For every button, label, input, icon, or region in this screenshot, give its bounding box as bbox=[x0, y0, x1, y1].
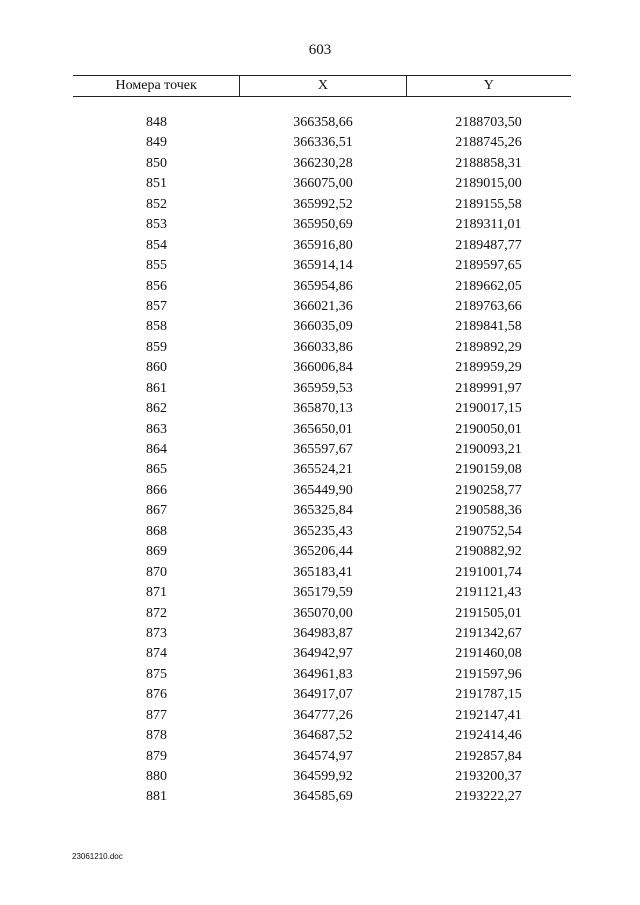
point-number-cell: 864 bbox=[146, 442, 167, 457]
table-row bbox=[73, 706, 571, 726]
y-coordinate-cell: 2191597,96 bbox=[455, 666, 522, 682]
x-coordinate-cell: 366075,00 bbox=[293, 176, 353, 192]
table-row bbox=[73, 685, 571, 705]
point-number-cell: 881 bbox=[146, 789, 167, 805]
x-coordinate-cell: 366336,51 bbox=[293, 135, 353, 151]
y-coordinate-cell: 2189959,29 bbox=[455, 360, 522, 376]
x-coordinate-cell: 365950,69 bbox=[293, 217, 353, 233]
point-number-cell: 851 bbox=[146, 176, 167, 192]
table-row bbox=[73, 767, 571, 787]
point-number-cell: 876 bbox=[146, 687, 167, 703]
table-row bbox=[73, 787, 571, 807]
x-coordinate-cell: 364585,69 bbox=[293, 789, 353, 805]
table-row bbox=[73, 277, 571, 297]
y-coordinate-cell: 2190752,54 bbox=[455, 523, 522, 539]
page-number: 603 bbox=[308, 42, 332, 58]
table-row bbox=[73, 542, 571, 562]
y-coordinate-cell: 2190017,15 bbox=[455, 401, 522, 417]
x-coordinate-cell: 365954,86 bbox=[293, 278, 353, 294]
table-row bbox=[73, 317, 571, 337]
x-coordinate-cell: 365870,13 bbox=[293, 401, 353, 417]
y-coordinate-cell: 2192414,46 bbox=[455, 728, 522, 744]
point-number-cell: 856 bbox=[146, 278, 167, 294]
table-row bbox=[73, 481, 571, 501]
table-row bbox=[73, 256, 571, 276]
y-coordinate-cell: 2189991,97 bbox=[455, 380, 522, 396]
header-point-number: Номера точек bbox=[115, 78, 197, 93]
y-coordinate-cell: 2188745,26 bbox=[455, 135, 522, 151]
y-coordinate-cell: 2190050,01 bbox=[455, 421, 522, 437]
table-row bbox=[73, 644, 571, 664]
x-coordinate-cell: 365992,52 bbox=[293, 196, 353, 212]
y-coordinate-cell: 2191342,67 bbox=[455, 625, 522, 641]
table-row bbox=[73, 379, 571, 399]
point-number-cell: 861 bbox=[146, 380, 167, 396]
table-row bbox=[73, 133, 571, 153]
point-number-cell: 874 bbox=[146, 646, 167, 662]
x-coordinate-cell: 366035,09 bbox=[293, 319, 353, 335]
table-row bbox=[73, 420, 571, 440]
table-row bbox=[73, 501, 571, 521]
x-coordinate-cell: 365179,59 bbox=[293, 585, 353, 601]
header-x: X bbox=[239, 76, 405, 96]
x-coordinate-cell: 365650,01 bbox=[293, 421, 353, 437]
y-coordinate-cell: 2189311,01 bbox=[455, 217, 522, 233]
x-coordinate-cell: 365183,41 bbox=[293, 564, 353, 580]
x-coordinate-cell: 365206,44 bbox=[293, 544, 353, 560]
y-coordinate-cell: 2191001,74 bbox=[455, 564, 522, 580]
point-number-cell: 880 bbox=[146, 769, 167, 784]
y-coordinate-cell: 2190588,36 bbox=[455, 503, 522, 519]
table-row bbox=[73, 174, 571, 194]
point-number-cell: 853 bbox=[146, 217, 167, 233]
point-number-cell: 879 bbox=[146, 748, 167, 764]
point-number-cell: 871 bbox=[146, 585, 167, 601]
y-coordinate-cell: 2189892,29 bbox=[455, 339, 522, 355]
point-number-cell: 867 bbox=[146, 503, 167, 519]
y-coordinate-cell: 2191121,43 bbox=[455, 585, 522, 601]
x-coordinate-cell: 364574,97 bbox=[293, 748, 353, 764]
table-row bbox=[73, 665, 571, 685]
x-coordinate-cell: 364961,83 bbox=[293, 666, 353, 682]
y-coordinate-cell: 2191460,08 bbox=[455, 646, 522, 662]
x-coordinate-cell: 365524,21 bbox=[293, 462, 353, 478]
x-coordinate-cell: 364777,26 bbox=[293, 707, 353, 723]
point-number-cell: 860 bbox=[146, 360, 167, 376]
y-coordinate-cell: 2190882,92 bbox=[455, 544, 522, 560]
point-number-cell: 869 bbox=[146, 544, 167, 560]
table-row bbox=[73, 215, 571, 235]
table-row bbox=[73, 236, 571, 256]
point-number-cell: 872 bbox=[146, 605, 167, 621]
table-row bbox=[73, 460, 571, 480]
point-number-cell: 873 bbox=[146, 625, 167, 641]
y-coordinate-cell: 2193200,37 bbox=[455, 769, 522, 784]
table-row bbox=[73, 440, 571, 460]
y-coordinate-cell: 2189841,58 bbox=[455, 319, 522, 335]
y-coordinate-cell: 2189763,66 bbox=[455, 298, 522, 314]
y-coordinate-cell: 2190093,21 bbox=[455, 442, 522, 457]
y-coordinate-cell: 2191787,15 bbox=[455, 687, 522, 703]
y-coordinate-cell: 2189597,65 bbox=[455, 258, 522, 274]
x-coordinate-cell: 366006,84 bbox=[293, 360, 353, 376]
table-row bbox=[73, 624, 571, 644]
x-coordinate-cell: 364983,87 bbox=[293, 625, 353, 641]
point-number-cell: 857 bbox=[146, 298, 167, 314]
point-number-cell: 855 bbox=[146, 258, 167, 274]
x-coordinate-cell: 365235,43 bbox=[293, 523, 353, 539]
x-coordinate-cell: 366021,36 bbox=[293, 298, 353, 314]
point-number-cell: 865 bbox=[146, 462, 167, 478]
table-row bbox=[73, 726, 571, 746]
y-coordinate-cell: 2189487,77 bbox=[455, 237, 522, 253]
document-id: 23061210.doc bbox=[72, 852, 123, 861]
table-header bbox=[73, 75, 571, 97]
x-coordinate-cell: 364917,07 bbox=[293, 687, 353, 703]
point-number-cell: 854 bbox=[146, 237, 167, 253]
point-number-cell: 848 bbox=[146, 115, 167, 130]
x-coordinate-cell: 364599,92 bbox=[293, 769, 353, 784]
point-number-cell: 875 bbox=[146, 666, 167, 682]
x-coordinate-cell: 365914,14 bbox=[293, 258, 353, 274]
header-y: Y bbox=[406, 76, 571, 96]
x-coordinate-cell: 365597,67 bbox=[293, 442, 353, 457]
x-coordinate-cell: 366230,28 bbox=[293, 155, 353, 171]
point-number-cell: 858 bbox=[146, 319, 167, 335]
point-number-cell: 878 bbox=[146, 728, 167, 744]
y-coordinate-cell: 2190258,77 bbox=[455, 482, 522, 498]
x-coordinate-cell: 366033,86 bbox=[293, 339, 353, 355]
y-coordinate-cell: 2190159,08 bbox=[455, 462, 522, 478]
y-coordinate-cell: 2189662,05 bbox=[455, 278, 522, 294]
x-coordinate-cell: 365325,84 bbox=[293, 503, 353, 519]
y-coordinate-cell: 2188858,31 bbox=[455, 155, 522, 171]
table-row bbox=[73, 522, 571, 542]
table-row bbox=[73, 747, 571, 767]
y-coordinate-cell: 2191505,01 bbox=[455, 605, 522, 621]
table-row bbox=[73, 358, 571, 378]
table-row bbox=[73, 154, 571, 174]
point-number-cell: 862 bbox=[146, 401, 167, 417]
table-row bbox=[73, 338, 571, 358]
table-row bbox=[73, 583, 571, 603]
y-coordinate-cell: 2192857,84 bbox=[455, 748, 522, 764]
point-number-cell: 859 bbox=[146, 339, 167, 355]
y-coordinate-cell: 2193222,27 bbox=[455, 789, 522, 805]
point-number-cell: 852 bbox=[146, 196, 167, 212]
x-coordinate-cell: 364942,97 bbox=[293, 646, 353, 662]
y-coordinate-cell: 2188703,50 bbox=[455, 115, 522, 130]
table-row bbox=[73, 195, 571, 215]
point-number-cell: 868 bbox=[146, 523, 167, 539]
table-row bbox=[73, 113, 571, 133]
point-number-cell: 866 bbox=[146, 482, 167, 498]
point-number-cell: 870 bbox=[146, 564, 167, 580]
x-coordinate-cell: 366358,66 bbox=[293, 115, 353, 130]
point-number-cell: 850 bbox=[146, 155, 167, 171]
x-coordinate-cell: 365070,00 bbox=[293, 605, 353, 621]
table-row bbox=[73, 563, 571, 583]
point-number-cell: 877 bbox=[146, 707, 167, 723]
table-row bbox=[73, 399, 571, 419]
table-row bbox=[73, 604, 571, 624]
table-row bbox=[73, 297, 571, 317]
y-coordinate-cell: 2189015,00 bbox=[455, 176, 522, 192]
x-coordinate-cell: 364687,52 bbox=[293, 728, 353, 744]
point-number-cell: 849 bbox=[146, 135, 167, 151]
coordinates-table-body bbox=[73, 113, 571, 808]
y-coordinate-cell: 2189155,58 bbox=[455, 196, 522, 212]
y-coordinate-cell: 2192147,41 bbox=[455, 707, 522, 723]
x-coordinate-cell: 365449,90 bbox=[293, 482, 353, 498]
point-number-cell: 863 bbox=[146, 421, 167, 437]
x-coordinate-cell: 365916,80 bbox=[293, 237, 353, 253]
x-coordinate-cell: 365959,53 bbox=[293, 380, 353, 396]
